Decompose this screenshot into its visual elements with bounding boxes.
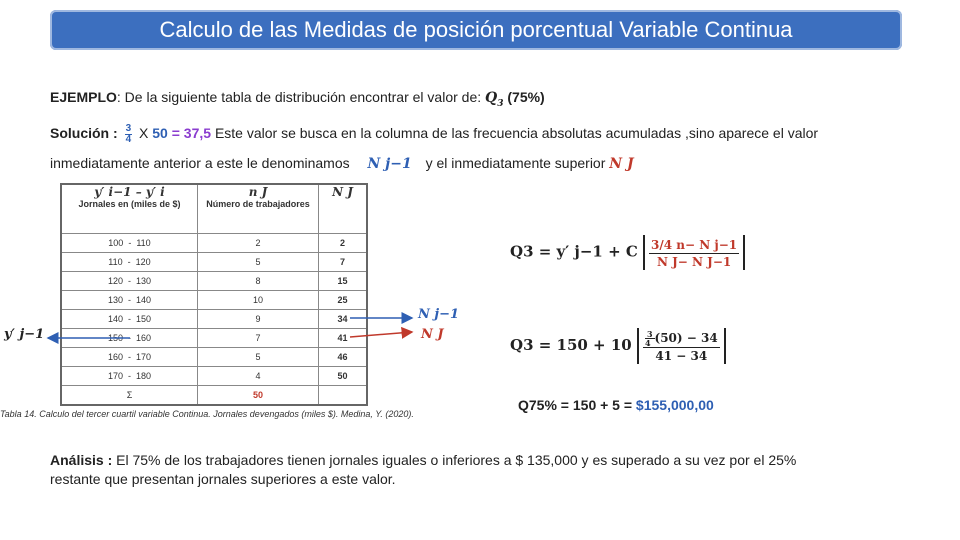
analisis-text1: El 75% de los trabajadores tienen jornales iguales o inferiores a $ 135,000 y es superado a su vez por el 25% [112,452,797,468]
arrow-left-label: y′ j−1 [4,327,45,342]
cell-cumulative: 41 [319,329,368,348]
cell-interval: 150 - 160 [61,329,198,348]
cell-interval: 120 - 130 [61,272,198,291]
cell-frequency: 10 [198,291,319,310]
cell-interval: 170 - 180 [61,367,198,386]
solucion-result: = 37,5 [171,125,212,142]
formula-substituted: Q3 = 150 + 10 $\frac{3}{4}$ (50) − 34 41 − 34 [510,328,726,364]
formula-general-den: N J− N J−1 [656,255,732,269]
solucion-nj1: N j−1 [367,156,412,172]
cell-frequency: 9 [198,310,319,329]
ejemplo-target: $Q_3$ [485,90,504,109]
arrow-right-bottom-label: N J [421,327,444,342]
slide-title-text: Calculo de las Medidas de posición porcentual Variable Continua [159,17,793,42]
formula-substituted-lhs: Q3 = 150 + 10 [510,336,632,354]
solucion-text3: y el inmediatamente superior [425,155,606,171]
cell-interval: 160 - 170 [61,348,198,367]
cell-interval: 140 - 150 [61,310,198,329]
cell-cumulative: 50 [319,367,368,386]
table-header-row [61,184,367,234]
formula-general [510,235,745,270]
formula-general-num: 3/4 n− N j−1 [651,238,738,252]
cell-frequency: 2 [198,234,319,253]
ejemplo-line [50,89,545,109]
cell-frequency: 8 [198,272,319,291]
formula-substituted-den: 41 − 34 [655,349,708,363]
analisis-line1 [50,452,796,468]
solucion-line2 [50,155,634,172]
ejemplo-target-note: (75%) [507,89,545,105]
cell-interval: 110 - 120 [61,253,198,272]
table-row [61,253,367,272]
analisis-label: Análisis : [50,452,113,468]
solucion-label: Solución : [50,125,118,142]
cell-frequency: 7 [198,329,319,348]
cell-cumulative: 46 [319,348,368,367]
formula-result [518,397,714,413]
solucion-times: X [139,125,149,142]
arrow-right-bottom-icon [350,332,412,337]
cell-frequency: 4 [198,367,319,386]
formula-result-value: $155,000,00 [635,397,714,413]
solucion-text2: inmediatamente anterior a este le denominamos [50,155,350,171]
solucion-text1: Este valor se busca en la columna de las frecuencia absolutas acumuladas ,sino aparece el valor [214,125,819,142]
ejemplo-label: EJEMPLO [50,89,117,105]
table-row [61,234,367,253]
cell-total: 50 [198,386,319,406]
cell-frequency: 5 [198,253,319,272]
slide-title [50,10,902,50]
arrow-right-top-label: N j−1 [418,307,460,322]
cell-interval: 130 - 140 [61,291,198,310]
table-row [61,367,367,386]
table-total-row [61,386,367,406]
ejemplo-text: : De la siguiente tabla de distribución encontrar el valor de: [116,89,486,105]
col-header-trabajadores: n J Número de trabajadores [198,184,319,234]
formula-substituted-num: (50) − 34 [654,331,718,345]
analisis-line2 [50,471,396,487]
solucion-n: 50 [152,125,168,142]
distribution-table [60,183,368,406]
table-row [61,272,367,291]
cell-cumulative: 34 [319,310,368,329]
formula-result-lhs: Q75% = 150 + 5 = [518,397,636,413]
solucion-line [50,124,818,145]
analisis-text2: restante que presentan jornales superiores a este valor. [50,471,396,487]
cell-cumulative: 15 [319,272,368,291]
col-header-jornales: y′ i−1 – y′ i Jornales en (miles de $) [61,184,198,234]
arrows-layer [0,300,470,360]
table-caption: Tabla 14. Calculo del tercer cuartil variable Continua. Jornales devengados (miles $). Medina, Y. (2020). [0,409,414,419]
cell-frequency: 5 [198,348,319,367]
cell-cumulative: 2 [319,234,368,253]
formula-general-lhs: Q3 = y′ j−1 + C [510,242,638,261]
cell-empty [319,386,368,406]
cell-cumulative: 25 [319,291,368,310]
cell-sigma: Σ [61,386,198,406]
cell-interval: 100 - 110 [61,234,198,253]
cell-cumulative: 7 [319,253,368,272]
solucion-nj: N J [609,156,634,172]
col-header-acumulada: N J [319,184,368,234]
solucion-fraction: $\frac{3}{4}$ [125,123,132,145]
